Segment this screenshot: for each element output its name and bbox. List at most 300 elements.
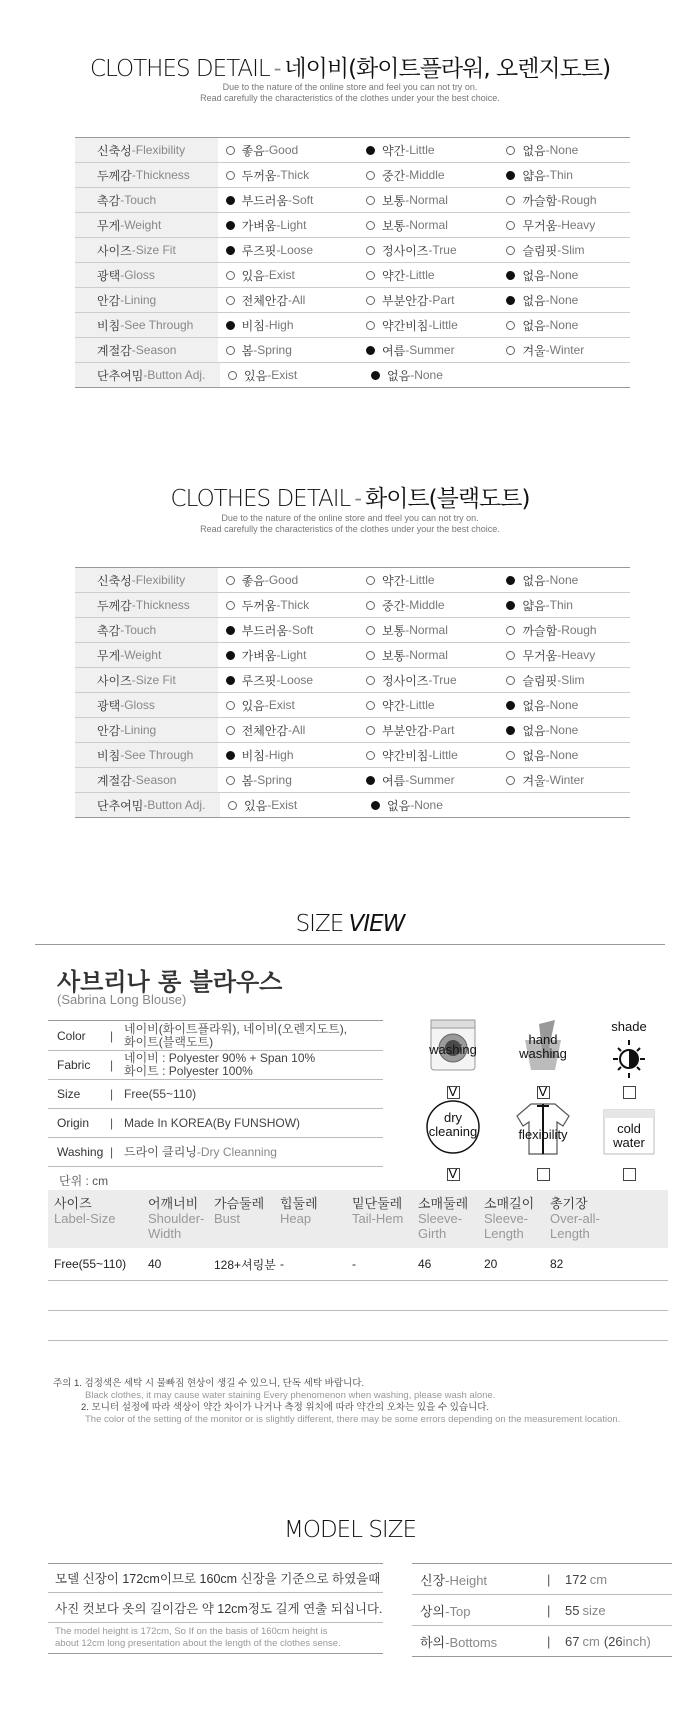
size-cell: Free(55~110) bbox=[54, 1257, 127, 1271]
detail-label bbox=[75, 163, 218, 187]
care-label bbox=[513, 1033, 573, 1061]
dry-cleaning-icon bbox=[423, 1100, 483, 1166]
detail-label bbox=[75, 363, 220, 387]
detail-label-sep: - bbox=[120, 623, 125, 637]
option-en: All bbox=[292, 293, 306, 307]
detail-option bbox=[218, 267, 358, 284]
care-checkbox bbox=[623, 1086, 636, 1099]
detail-option bbox=[498, 267, 630, 284]
color-line-2: 화이트(블랙도트) bbox=[124, 1034, 214, 1049]
size-header-cell bbox=[146, 1196, 212, 1248]
measure-label-en: Bottoms bbox=[449, 1634, 498, 1650]
filled-circle-icon bbox=[226, 751, 235, 760]
detail-row bbox=[75, 718, 630, 743]
detail-label bbox=[75, 188, 218, 212]
option-ko: 겨울 bbox=[522, 773, 546, 788]
option-ko: 약간 bbox=[382, 698, 406, 713]
option-ko: 없음 bbox=[522, 293, 546, 308]
size-table bbox=[48, 1190, 668, 1341]
care-label-line-1: hand bbox=[528, 1032, 558, 1047]
measure-label-ko: 신장 bbox=[420, 1572, 446, 1588]
option-ko: 비침 bbox=[241, 748, 265, 763]
option-sep: - bbox=[405, 143, 410, 157]
measure-label bbox=[412, 1570, 547, 1589]
note-line-2: Read carefully the characteristics of the clothes under your the best choice. bbox=[200, 524, 500, 534]
info-bar: | bbox=[110, 1145, 114, 1159]
measure-label bbox=[412, 1632, 547, 1651]
option-ko: 정사이즈 bbox=[382, 673, 429, 688]
model-note-line-1: The model height is 172cm, So If on the basis of 160cm height is bbox=[55, 1626, 328, 1637]
option-en: Little bbox=[432, 748, 458, 762]
filled-circle-icon bbox=[506, 726, 515, 735]
size-header-ko: 밑단둘레 bbox=[352, 1196, 403, 1211]
option-ko: 봄 bbox=[241, 343, 254, 358]
option-ko: 까슬함 bbox=[522, 193, 558, 208]
detail-label-sep: - bbox=[120, 218, 125, 232]
option-ko: 없음 bbox=[522, 748, 546, 763]
option-ko: 약간 bbox=[382, 573, 406, 588]
detail-label-en: Lining bbox=[124, 723, 157, 737]
info-row-color bbox=[48, 1021, 383, 1051]
detail-label-sep: - bbox=[120, 268, 125, 282]
empty-circle-icon bbox=[366, 576, 375, 585]
note-line-1: Due to the nature of the online store and feel you can not try on. bbox=[222, 82, 478, 92]
option-sep: - bbox=[410, 798, 415, 812]
care-cold-water bbox=[599, 1100, 659, 1181]
option-en: Soft bbox=[292, 193, 314, 207]
size-header-cell bbox=[278, 1196, 350, 1248]
detail-option bbox=[358, 672, 498, 689]
option-sep: - bbox=[405, 343, 410, 357]
filled-circle-icon bbox=[506, 601, 515, 610]
empty-circle-icon bbox=[226, 776, 235, 785]
measure-label-sep: - bbox=[445, 1572, 450, 1588]
measure-unit-1: cm bbox=[582, 1633, 600, 1649]
option-ko: 중간 bbox=[382, 598, 406, 613]
option-en: Little bbox=[409, 698, 435, 712]
detail-option bbox=[358, 242, 498, 259]
empty-circle-icon bbox=[366, 171, 375, 180]
detail-option bbox=[220, 797, 363, 814]
title-en: CLOTHES DETAIL bbox=[170, 486, 351, 512]
filled-circle-icon bbox=[226, 626, 235, 635]
size-table-blank-row bbox=[48, 1311, 668, 1341]
option-en: None bbox=[549, 268, 579, 282]
option-en: All bbox=[292, 723, 306, 737]
option-ko: 정사이즈 bbox=[382, 243, 429, 258]
water-basin-icon bbox=[599, 1100, 659, 1166]
detail-option bbox=[358, 772, 498, 789]
info-bar: | bbox=[110, 1087, 114, 1101]
option-en: Slim bbox=[561, 243, 585, 257]
care-hand-washing bbox=[513, 1018, 573, 1099]
measure-label-ko: 상의 bbox=[420, 1603, 446, 1619]
option-ko: 부드러움 bbox=[241, 623, 288, 638]
info-label: Washing bbox=[57, 1145, 104, 1159]
option-ko: 없음 bbox=[522, 723, 546, 738]
option-sep: - bbox=[428, 243, 433, 257]
size-header-ko: 사이즈 bbox=[54, 1196, 92, 1211]
option-sep: - bbox=[276, 168, 281, 182]
washing-ko: 드라이 클리닝 bbox=[124, 1144, 197, 1159]
unit-label: 단위 : cm bbox=[59, 1174, 109, 1188]
option-sep: - bbox=[405, 218, 410, 232]
care-label bbox=[599, 1122, 659, 1150]
option-ko: 전체안감 bbox=[241, 293, 288, 308]
option-sep: - bbox=[276, 673, 281, 687]
empty-circle-icon bbox=[506, 146, 515, 155]
option-en: Winter bbox=[549, 343, 585, 357]
care-checkbox bbox=[447, 1086, 460, 1099]
care-label: shade bbox=[611, 1019, 647, 1034]
option-sep: - bbox=[557, 623, 562, 637]
model-size-title-text: MODEL SIZE bbox=[284, 1517, 416, 1543]
option-sep: - bbox=[253, 773, 258, 787]
product-name: 사브리나 롱 블라우스 bbox=[57, 968, 283, 996]
detail-option bbox=[218, 622, 358, 639]
detail-option bbox=[218, 192, 358, 209]
empty-circle-icon bbox=[506, 751, 515, 760]
detail-row bbox=[75, 643, 630, 668]
detail-option bbox=[498, 292, 630, 309]
option-ko: 보통 bbox=[382, 623, 406, 638]
filled-circle-icon bbox=[366, 146, 375, 155]
option-ko: 얇음 bbox=[522, 168, 546, 183]
empty-circle-icon bbox=[506, 196, 515, 205]
empty-circle-icon bbox=[228, 371, 237, 380]
detail-label bbox=[75, 238, 218, 262]
option-sep: - bbox=[557, 673, 562, 687]
option-ko: 부드러움 bbox=[241, 193, 288, 208]
option-en: Good bbox=[268, 143, 299, 157]
option-sep: - bbox=[428, 673, 433, 687]
option-sep: - bbox=[557, 243, 562, 257]
option-ko: 있음 bbox=[244, 368, 268, 383]
detail-label-sep: - bbox=[120, 723, 125, 737]
detail-label bbox=[75, 793, 220, 817]
detail-label-sep: - bbox=[131, 143, 136, 157]
option-sep: - bbox=[545, 698, 550, 712]
size-header-ko: 힙둘레 bbox=[280, 1196, 318, 1211]
option-sep: - bbox=[428, 293, 433, 307]
detail-label-en: See Through bbox=[124, 748, 194, 762]
size-header-cell bbox=[548, 1196, 618, 1248]
detail-table bbox=[75, 567, 630, 818]
option-en: True bbox=[432, 243, 457, 257]
empty-circle-icon bbox=[226, 146, 235, 155]
detail-label bbox=[75, 568, 218, 592]
model-description bbox=[48, 1563, 383, 1654]
detail-row bbox=[75, 768, 630, 793]
detail-label-en: Season bbox=[135, 773, 177, 787]
option-ko: 두꺼움 bbox=[241, 598, 277, 613]
size-header-ko: 소매길이 bbox=[484, 1196, 535, 1211]
option-sep: - bbox=[405, 193, 410, 207]
detail-label-ko: 단추여밈 bbox=[97, 798, 144, 813]
detail-option bbox=[358, 722, 498, 739]
option-sep: - bbox=[264, 318, 269, 332]
option-en: Good bbox=[268, 573, 299, 587]
detail-option bbox=[358, 647, 498, 664]
empty-circle-icon bbox=[366, 196, 375, 205]
option-en: Winter bbox=[549, 773, 585, 787]
model-measure-row bbox=[412, 1595, 672, 1626]
option-sep: - bbox=[545, 748, 550, 762]
empty-circle-icon bbox=[226, 701, 235, 710]
detail-option bbox=[363, 797, 506, 814]
detail-option bbox=[358, 267, 498, 284]
size-header-cell bbox=[350, 1196, 416, 1248]
sun-shade-icon bbox=[599, 1018, 659, 1084]
care-label: washing bbox=[429, 1042, 477, 1057]
option-en: None bbox=[414, 368, 443, 382]
detail-row bbox=[75, 288, 630, 313]
option-sep: - bbox=[545, 598, 550, 612]
detail-option bbox=[218, 747, 358, 764]
option-sep: - bbox=[253, 343, 258, 357]
detail-option bbox=[220, 367, 363, 384]
detail-option bbox=[358, 342, 498, 359]
product-name-en: (Sabrina Long Blouse) bbox=[57, 992, 187, 1007]
detail-label-en: Weight bbox=[124, 218, 162, 232]
option-sep: - bbox=[288, 293, 292, 307]
info-row-fabric bbox=[48, 1051, 383, 1080]
detail-label-ko: 촉감 bbox=[97, 193, 121, 208]
care-washing bbox=[423, 1018, 483, 1099]
size-header-cell bbox=[48, 1196, 146, 1248]
empty-circle-icon bbox=[506, 346, 515, 355]
empty-circle-icon bbox=[366, 701, 375, 710]
measure-unit-2: inch) bbox=[622, 1633, 651, 1649]
option-sep: - bbox=[405, 773, 410, 787]
filled-circle-icon bbox=[226, 196, 235, 205]
detail-label bbox=[75, 743, 218, 767]
size-header-en-2: Girth bbox=[418, 1226, 447, 1241]
detail-option bbox=[498, 317, 630, 334]
detail-label-ko: 신축성 bbox=[97, 143, 132, 158]
size-header-en-2: Length bbox=[550, 1226, 590, 1241]
measure-value-1: 55 bbox=[565, 1602, 580, 1618]
detail-option bbox=[498, 622, 630, 639]
detail-label-en: Gloss bbox=[124, 268, 155, 282]
filled-circle-icon bbox=[506, 296, 515, 305]
detail-option bbox=[218, 342, 358, 359]
option-en: Loose bbox=[280, 243, 314, 257]
hand-washing-icon bbox=[513, 1018, 573, 1084]
option-ko: 얇음 bbox=[522, 598, 546, 613]
detail-option bbox=[358, 192, 498, 209]
detail-label-sep: - bbox=[120, 748, 125, 762]
info-value bbox=[124, 1052, 383, 1078]
option-sep: - bbox=[545, 318, 550, 332]
option-sep: - bbox=[288, 623, 292, 637]
option-en: Summer bbox=[409, 343, 455, 357]
detail-label-ko: 단추여밈 bbox=[97, 368, 144, 383]
section-note bbox=[0, 513, 700, 535]
option-sep: - bbox=[405, 623, 410, 637]
detail-label-sep: - bbox=[131, 243, 136, 257]
detail-row bbox=[75, 313, 630, 338]
option-sep: - bbox=[545, 168, 550, 182]
option-sep: - bbox=[276, 598, 281, 612]
detail-option bbox=[358, 747, 498, 764]
option-sep: - bbox=[557, 648, 562, 662]
detail-label-ko: 촉감 bbox=[97, 623, 121, 638]
detail-table bbox=[75, 137, 630, 388]
model-measurements bbox=[412, 1563, 672, 1657]
option-en: None bbox=[549, 143, 579, 157]
measure-bar: | bbox=[547, 1633, 551, 1649]
detail-option bbox=[498, 597, 630, 614]
option-ko: 가벼움 bbox=[241, 218, 277, 233]
option-sep: - bbox=[288, 723, 292, 737]
detail-label-sep: - bbox=[131, 773, 136, 787]
option-ko: 까슬함 bbox=[522, 623, 558, 638]
detail-row bbox=[75, 668, 630, 693]
model-desc-note bbox=[48, 1623, 383, 1654]
filled-circle-icon bbox=[366, 346, 375, 355]
care-checkbox bbox=[537, 1168, 550, 1181]
detail-option bbox=[218, 672, 358, 689]
option-ko: 약간비침 bbox=[382, 318, 429, 333]
option-sep: - bbox=[545, 723, 550, 737]
detail-option bbox=[358, 317, 498, 334]
detail-row bbox=[75, 593, 630, 618]
option-sep: - bbox=[264, 268, 269, 282]
empty-circle-icon bbox=[226, 271, 235, 280]
detail-row bbox=[75, 138, 630, 163]
detail-option bbox=[218, 572, 358, 589]
option-sep: - bbox=[405, 573, 410, 587]
measure-value-2: (26 bbox=[603, 1633, 623, 1649]
option-sep: - bbox=[410, 368, 415, 382]
option-ko: 약간비침 bbox=[382, 748, 429, 763]
filled-circle-icon bbox=[506, 701, 515, 710]
detail-label-en: Button Adj. bbox=[147, 798, 206, 812]
detail-row bbox=[75, 213, 630, 238]
option-ko: 두꺼움 bbox=[241, 168, 277, 183]
detail-label-sep: - bbox=[131, 168, 136, 182]
option-en: None bbox=[549, 573, 579, 587]
detail-label-ko: 광택 bbox=[97, 268, 121, 283]
size-header-en-2: Width bbox=[148, 1226, 182, 1241]
empty-circle-icon bbox=[506, 626, 515, 635]
detail-option bbox=[498, 672, 630, 689]
note-1-en: Black clothes, it may cause water staining Every phenomenon when washing, please wash alone. bbox=[85, 1390, 496, 1401]
care-label-line-1: cold bbox=[617, 1121, 641, 1136]
size-header-ko: 가슴둘레 bbox=[214, 1196, 265, 1211]
note-line-1: Due to the nature of the online store and tfeel you can not try on. bbox=[221, 513, 479, 523]
empty-circle-icon bbox=[366, 246, 375, 255]
detail-label-en: Size Fit bbox=[135, 243, 176, 257]
detail-label-ko: 안감 bbox=[97, 723, 121, 738]
size-header-en: Over-all- bbox=[550, 1211, 600, 1226]
empty-circle-icon bbox=[366, 751, 375, 760]
size-header-cell bbox=[416, 1196, 482, 1248]
model-note-line-2: about 12cm long presentation about the length of the clothes sense. bbox=[55, 1638, 341, 1649]
detail-option bbox=[358, 697, 498, 714]
size-header-ko: 총기장 bbox=[550, 1196, 588, 1211]
option-en: Normal bbox=[409, 648, 448, 662]
size-header-cell bbox=[482, 1196, 548, 1248]
detail-option bbox=[218, 772, 358, 789]
option-en: Rough bbox=[561, 193, 597, 207]
option-sep: - bbox=[276, 218, 281, 232]
option-en: Spring bbox=[257, 773, 292, 787]
option-ko: 부분안감 bbox=[382, 723, 429, 738]
detail-option bbox=[498, 572, 630, 589]
size-cell: 46 bbox=[418, 1257, 432, 1271]
option-en: Exist bbox=[271, 798, 298, 812]
option-ko: 약간 bbox=[382, 268, 406, 283]
care-checkbox bbox=[623, 1168, 636, 1181]
detail-option bbox=[498, 647, 630, 664]
detail-option bbox=[498, 192, 630, 209]
option-en: Little bbox=[409, 268, 435, 282]
option-sep: - bbox=[428, 723, 433, 737]
empty-circle-icon bbox=[506, 221, 515, 230]
option-en: High bbox=[268, 748, 294, 762]
detail-label-ko: 신축성 bbox=[97, 573, 132, 588]
empty-circle-icon bbox=[366, 321, 375, 330]
option-sep: - bbox=[545, 773, 550, 787]
option-ko: 없음 bbox=[522, 698, 546, 713]
size-table-row bbox=[48, 1248, 668, 1281]
option-en: High bbox=[268, 318, 294, 332]
detail-option bbox=[358, 217, 498, 234]
size-table-blank-row bbox=[48, 1281, 668, 1311]
model-measure-row bbox=[412, 1626, 672, 1657]
info-row-origin bbox=[48, 1109, 383, 1138]
option-sep: - bbox=[276, 243, 281, 257]
detail-label-sep: - bbox=[131, 343, 136, 357]
option-en: Rough bbox=[561, 623, 597, 637]
option-sep: - bbox=[264, 748, 269, 762]
model-desc-line-1: 모델 신장이 172cm이므로 160cm 신장을 기준으로 하였을때 bbox=[48, 1564, 383, 1593]
filled-circle-icon bbox=[226, 246, 235, 255]
option-en: Heavy bbox=[561, 648, 596, 662]
detail-option bbox=[218, 217, 358, 234]
care-label-line-2: cleaning bbox=[428, 1124, 478, 1139]
option-ko: 봄 bbox=[241, 773, 254, 788]
option-sep: - bbox=[288, 193, 292, 207]
option-en: Exist bbox=[268, 698, 295, 712]
detail-label-sep: - bbox=[143, 798, 148, 812]
filled-circle-icon bbox=[226, 321, 235, 330]
option-sep: - bbox=[545, 293, 550, 307]
empty-circle-icon bbox=[366, 726, 375, 735]
option-ko: 없음 bbox=[522, 318, 546, 333]
shirt-icon bbox=[513, 1100, 573, 1166]
option-sep: - bbox=[267, 368, 272, 382]
detail-label-ko: 안감 bbox=[97, 293, 121, 308]
detail-label bbox=[75, 338, 218, 362]
empty-circle-icon bbox=[506, 776, 515, 785]
detail-label-ko: 무게 bbox=[97, 648, 121, 663]
detail-label-en: See Through bbox=[124, 318, 194, 332]
section-title: CLOTHES DETAIL - 네이비(화이트플라워, 오렌지도트) bbox=[89, 55, 611, 82]
size-header-en-2: Length bbox=[484, 1226, 524, 1241]
size-cell: 82 bbox=[550, 1257, 564, 1271]
filled-circle-icon bbox=[371, 371, 380, 380]
option-en: None bbox=[549, 293, 579, 307]
option-ko: 좋음 bbox=[241, 573, 265, 588]
detail-row bbox=[75, 743, 630, 768]
option-en: Thick bbox=[280, 598, 310, 612]
empty-circle-icon bbox=[366, 601, 375, 610]
detail-label-ko: 사이즈 bbox=[97, 673, 132, 688]
detail-option bbox=[363, 367, 506, 384]
